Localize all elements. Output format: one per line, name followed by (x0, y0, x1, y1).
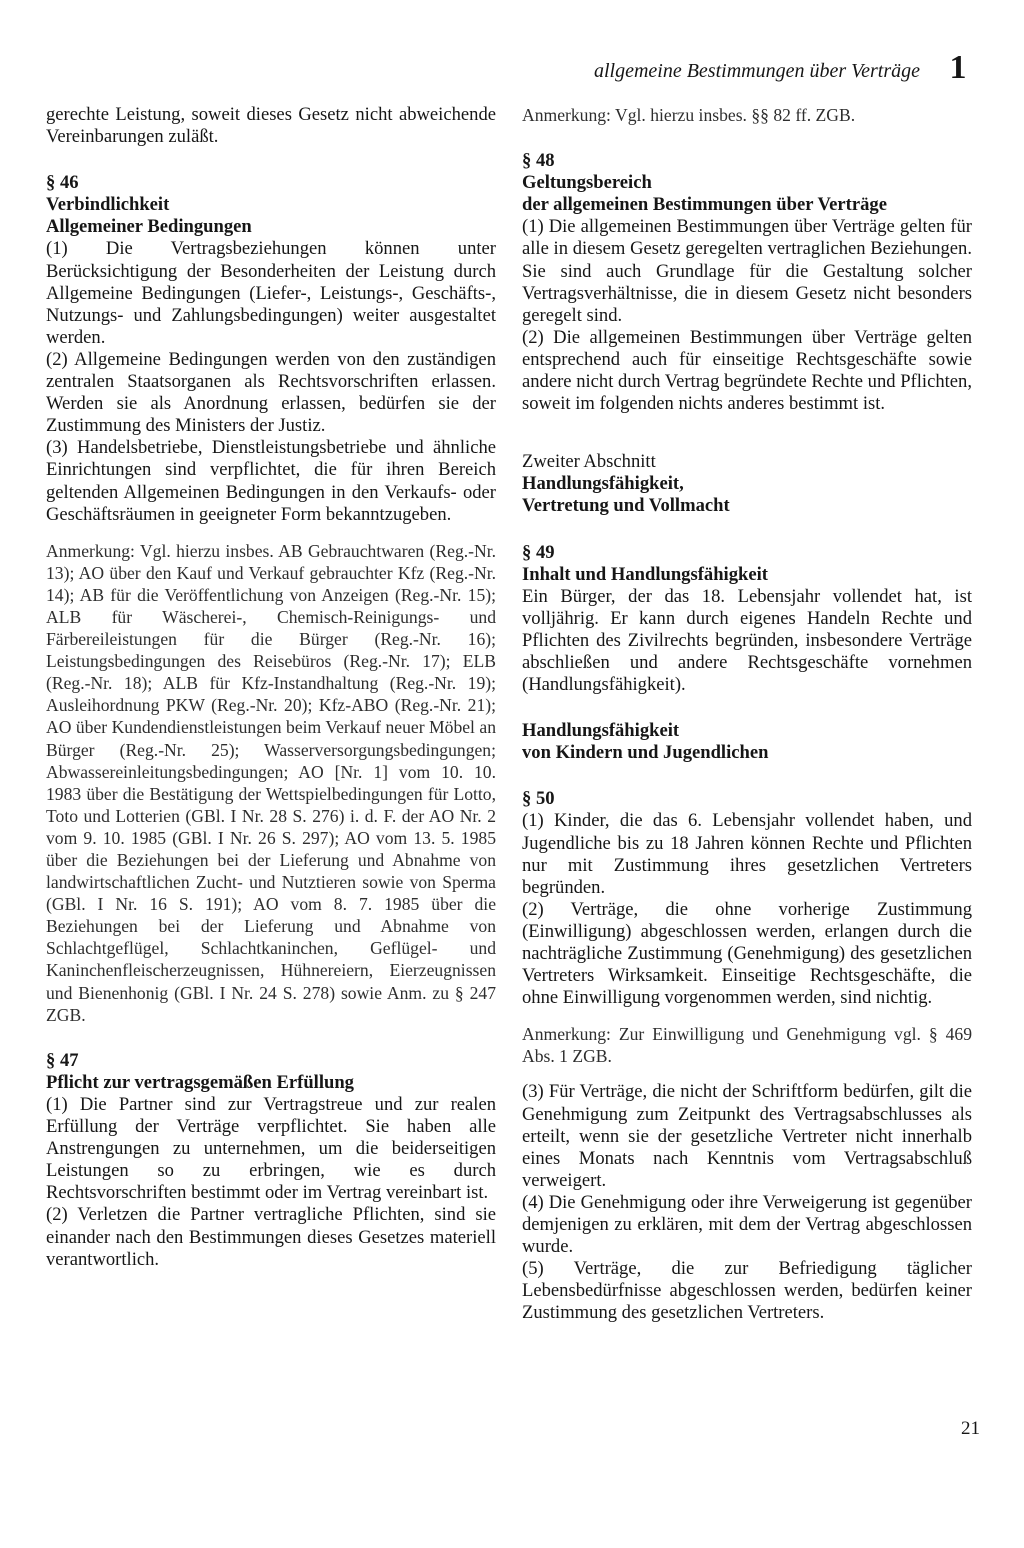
section-48-paragraph-1: (1) Die allgemeinen Bestimmungen über Verträge gelten für alle in diesem Gesetz geregelten vertraglichen Beziehungen. Sie sind auch Grundlage für die Gestaltung solcher Vertragsverhältnisse, die in diesem Gesetz nicht besonders geregelt sind. (522, 216, 972, 326)
section-50-paragraph-4: (4) Die Genehmigung oder ihre Verweigerung ist gegenüber demjenigen zu erklären, mit dem der Vertrag abgeschlossen wurde. (522, 1191, 972, 1258)
section-48-title-line1: Geltungsbereich (522, 172, 652, 194)
section-47-title: Pflicht zur vertragsgemäßen Erfüllung (46, 1071, 354, 1093)
section-50-paragraph-3: (3) Für Verträge, die nicht der Schriftform bedürfen, gilt die Genehmigung zum Zeitpunkt des Vertragsabschlusses als erteilt, wenn sie der gesetzliche Vertreter nicht innerhalb eines Monats nach Kenntnis vom Vertragsabschluß verweigert. (522, 1081, 972, 1191)
section-47-paragraph-1: (1) Die Partner sind zur Vertragstreue und zur realen Erfüllung der Verträge verpflichtet. Sie haben alle Anstrengungen zu unternehmen, um die beiderseitigen Leistungen so zu erbringen, wie es durch Rechtsvorschriften bestimmt oder im Vertrag vereinbart ist. (46, 1093, 496, 1204)
section-50-paragraph-5: (5) Verträge, die zur Befriedigung täglicher Lebensbedürfnisse abgeschlossen werden, bedürfen keiner Zustimmung des gesetzlichen Vertreters. (522, 1258, 972, 1324)
section-50-note: Anmerkung: Zur Einwilligung und Genehmigung vgl. § 469 Abs. 1 ZGB. (522, 1024, 972, 1067)
page-number: 21 (961, 1418, 980, 1439)
section-47-note: Anmerkung: Vgl. hierzu insbes. §§ 82 ff. ZGB. (522, 105, 856, 125)
section-48-paragraph-2: (2) Die allgemeinen Bestimmungen über Verträge gelten entsprechend auch für einseitige Rechtsgeschäfte sowie andere nicht durch Vertrag begründete Rechte und Pflichten, soweit im folgenden nichts anderes bestimmt ist. (522, 326, 972, 415)
subheading-line2: von Kindern und Jugendlichen (522, 742, 769, 764)
subheading-line1: Handlungsfähigkeit (522, 720, 680, 742)
section-49-number: § 49 (522, 541, 555, 563)
section-46-number: § 46 (46, 172, 79, 194)
continuation-paragraph: gerechte Leistung, soweit dieses Gesetz nicht abweichende Vereinbarungen zuläßt. (46, 104, 496, 148)
section-47-paragraph-2: (2) Verletzen die Partner vertragliche Pflichten, sind sie einander nach den Bestimmungen dieses Gesetzes materiell verantwortlich. (46, 1204, 496, 1270)
chapter-section-title-line2: Vertretung und Vollmacht (522, 495, 730, 517)
chapter-number: 1 (949, 49, 967, 86)
section-47-number: § 47 (46, 1049, 79, 1071)
section-49-paragraph: Ein Bürger, der das 18. Lebensjahr vollendet hat, ist volljährig. Er kann durch eigenes Handeln Rechte und Pflichten des Zivilrechts begründen, insbesondere Verträge abschließen und andere Rechtsgeschäfte vornehmen (Handlungsfähigkeit). (522, 585, 972, 696)
running-head: allgemeine Bestimmungen über Verträge (593, 60, 920, 82)
right-column (522, 104, 972, 1325)
section-46-title-line1: Verbindlichkeit (46, 194, 170, 216)
section-46-paragraph-1: (1) Die Vertragsbeziehungen können unter Berücksichtigung der Besonderheiten der Leistung durch Allgemeine Bedingungen (Liefer-, Leistungs-, Geschäfts-, Nutzungs- und Zahlungsbedingungen) weiter ausgestaltet werden. (46, 238, 496, 348)
section-46-paragraph-3: (3) Handelsbetriebe, Dienstleistungsbetriebe und ähnliche Einrichtungen sind verpflichtet, die für ihren Bereich geltenden Allgemeinen Bedingungen in den Verkaufs- oder Geschäftsräumen in geeigneter Form bekanntzugeben. (46, 437, 496, 525)
section-48-number: § 48 (522, 150, 555, 172)
chapter-section-label: Zweiter Abschnitt (522, 451, 656, 473)
left-column (46, 104, 496, 1271)
section-46-paragraph-2: (2) Allgemeine Bedingungen werden von den zuständigen zentralen Staatsorganen als Rechtsvorschriften erlassen. Werden sie als Anordnung erlassen, bedürfen sie der Zustimmung des Ministers der Justiz. (46, 348, 496, 437)
section-49-title: Inhalt und Handlungsfähigkeit (522, 563, 768, 585)
chapter-section-title-line1: Handlungsfähigkeit, (522, 473, 684, 495)
section-46-title-line2: Allgemeiner Bedingungen (46, 216, 252, 238)
section-48-title-line2: der allgemeinen Bestimmungen über Verträge (522, 194, 887, 216)
section-50-number: § 50 (522, 788, 555, 810)
section-46-note: Anmerkung: Vgl. hierzu insbes. AB Gebrauchtwaren (Reg.-Nr. 13); AO über den Kauf und Verkauf gebrauchter Kfz (Reg.-Nr. 14); AB für die Veröffentlichung von Anzeigen (Reg.-Nr. 15); ALB für Wäscherei-, Chemisch-Reinigungs- und Färbereileistungen für die Bürger (Reg.-Nr. 16); Leistungsbedingungen des Reisebüros (Reg.-Nr. 17); ELB (Reg.-Nr. 18); ALB für Kfz-Instandhaltung (Reg.-Nr. 19); Ausleihordnung PKW (Reg.-Nr. 20); Kfz-ABO (Reg.-Nr. 21); AO über Kundendienstleistungen beim Verkauf neuer Möbel an Bürger (Reg.-Nr. 25); Wasserversorgungsbedingungen; Abwassereinleitungsbedingungen; AO [Nr. 1] vom 10. 10. 1983 über die Bestätigung der Wettspielbedingungen für Lotto, Toto und Lotterien (GBl. I Nr. 28 S. 276) i. d. F. der AO Nr. 2 vom 9. 10. 1985 (GBl. I Nr. 26 S. 297); AO vom 13. 5. 1985 über die Beziehungen bei der Lieferung und Abnahme von landwirtschaftlichen Zucht- und Nutztieren sowie von Sperma (GBl. I Nr. 16 S. 191); AO vom 8. 7. 1985 über die Beziehungen bei der Lieferung und Abnahme von Schlachtgeflügel, Schlachtkaninchen, Geflügel- und Kaninchenfleischerzeugnissen, Hühnereiern, Eierzeugnissen und Bienenhonig (GBl. I Nr. 24 S. 278) sowie Anm. zu § 247 ZGB. (46, 540, 496, 1025)
section-50-paragraph-1: (1) Kinder, die das 6. Lebensjahr vollendet haben, und Jugendliche bis zu 18 Jahren können Rechte und Pflichten nur mit Zustimmung ihres gesetzlichen Vertreters begründen. (522, 810, 972, 898)
section-50-paragraph-2: (2) Verträge, die ohne vorherige Zustimmung (Einwilligung) abgeschlossen werden, erlangen durch die nachträgliche Zustimmung (Genehmigung) des gesetzlichen Vertreters Wirksamkeit. Einseitige Rechtsgeschäfte, die ohne Einwilligung vorgenommen werden, sind nichtig. (522, 898, 972, 1009)
